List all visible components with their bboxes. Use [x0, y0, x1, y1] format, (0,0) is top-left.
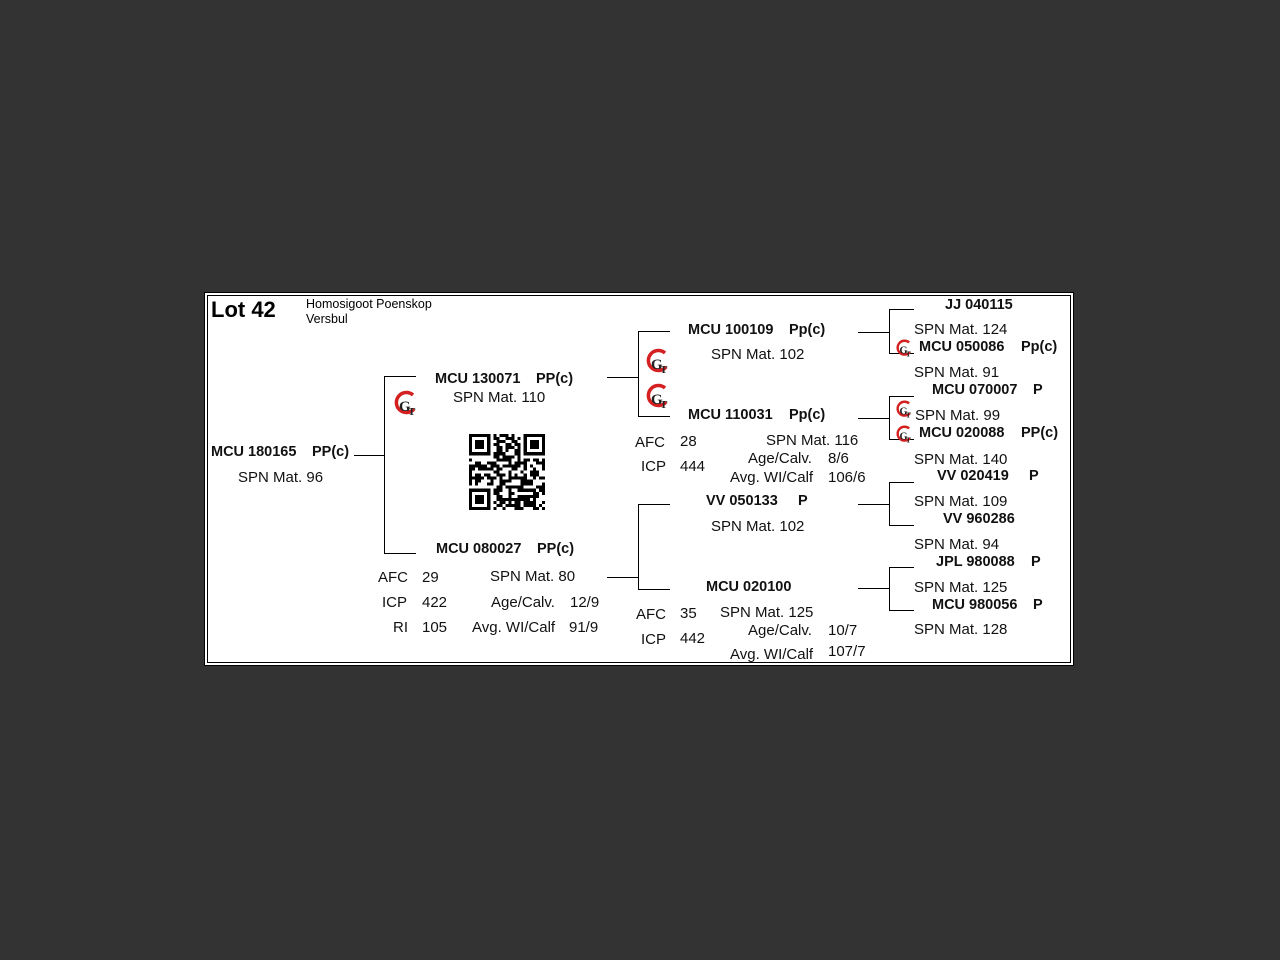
sire-dam-avg: 106/6: [828, 469, 866, 486]
sire-dam-icp: 444: [680, 458, 706, 475]
connector-sd-vertical: [889, 396, 890, 440]
gen3-4-id: MCU 020088: [919, 425, 1005, 441]
connector-ds-out: [858, 504, 889, 505]
dam-dam-age: 10/7: [828, 622, 858, 639]
gen3-6-id: VV 960286: [943, 511, 1015, 527]
gen3-8-id: MCU 980056: [932, 597, 1018, 613]
connector-dam-sire: [638, 504, 670, 505]
gt-logo-icon: [394, 389, 420, 417]
svg-text:T: T: [905, 435, 911, 444]
connector-dd-out: [858, 588, 889, 589]
animal-id: MCU 180165: [211, 444, 297, 460]
dam-ri: 105: [422, 619, 448, 636]
gen3-5-spn: SPN Mat. 109: [914, 493, 1008, 510]
svg-text:G: G: [899, 431, 908, 443]
gen3-2-id: MCU 050086: [919, 339, 1005, 355]
dam-dam-icp-label: ICP: [641, 631, 667, 648]
dam-sire-id: VV 050133: [706, 493, 778, 509]
connector-sire-out: [607, 377, 638, 378]
gen3-1-id: JJ 040115: [945, 297, 1013, 313]
dam-id: MCU 080027: [436, 541, 522, 557]
gen3-2-status: Pp(c): [1021, 339, 1058, 355]
pedigree-card: [204, 292, 1074, 666]
connector-sire-vertical: [638, 331, 639, 417]
dam-ri-label: RI: [393, 619, 408, 636]
animal-spn: SPN Mat. 96: [238, 469, 324, 486]
gen3-5-status: P: [1029, 468, 1039, 484]
gt-logo-icon: [646, 347, 672, 375]
dam-afc: 29: [422, 569, 439, 586]
gen3-7-id: JPL 980088: [936, 554, 1015, 570]
connector-dam-vertical: [638, 504, 639, 590]
sire-sire-spn: SPN Mat. 102: [711, 346, 805, 363]
connector-ss-1: [889, 309, 914, 310]
connector-dd-1: [889, 567, 914, 568]
gen3-6-spn: SPN Mat. 94: [914, 536, 1000, 553]
dam-dam-avg-label: Avg. WI/Calf: [730, 646, 814, 663]
dam-dam-age-label: Age/Calv.: [748, 622, 812, 639]
gen3-8-spn: SPN Mat. 128: [914, 621, 1008, 638]
svg-text:T: T: [905, 349, 911, 358]
gen3-3-id: MCU 070007: [932, 382, 1018, 398]
dam-dam-icp: 442: [680, 630, 706, 647]
gen3-3-status: P: [1033, 382, 1043, 398]
connector-dam-dam: [638, 589, 670, 590]
connector-dd-vertical: [889, 567, 890, 611]
sire-dam-spn: SPN Mat. 116: [766, 432, 859, 449]
connector-ss-vertical: [889, 309, 890, 354]
lot-number: Lot 42: [211, 297, 276, 322]
description-line-1: Homosigoot Poenskop: [306, 297, 432, 311]
dam-avg-label: Avg. WI/Calf: [472, 619, 556, 636]
sire-dam-id: MCU 110031: [688, 407, 773, 423]
gt-logo-icon: [896, 424, 914, 444]
gen3-2-spn: SPN Mat. 91: [914, 364, 1000, 381]
svg-text:T: T: [660, 364, 668, 375]
dam-icp: 422: [422, 594, 448, 611]
connector-sd-out: [858, 418, 889, 419]
sire-dam-afc-label: AFC: [635, 434, 665, 451]
connector-dd-2: [889, 610, 914, 611]
dam-status: PP(c): [537, 541, 575, 557]
gen3-1-spn: SPN Mat. 124: [914, 321, 1008, 338]
gen3-5-id: VV 020419: [937, 468, 1009, 484]
connector-sire-dam: [638, 416, 670, 417]
gt-logo-icon: [896, 338, 914, 358]
dam-dam-spn: SPN Mat. 125: [720, 604, 814, 621]
gt-logo-icon: [646, 382, 672, 410]
animal-status: PP(c): [312, 444, 350, 460]
dam-sire-spn: SPN Mat. 102: [711, 518, 805, 535]
gen3-4-spn: SPN Mat. 140: [914, 451, 1008, 468]
dam-dam-id: MCU 020100: [706, 579, 792, 595]
dam-age: 12/9: [570, 594, 600, 611]
connector-sire-sire: [638, 331, 670, 332]
svg-text:G: G: [399, 399, 411, 415]
gen3-4-status: PP(c): [1021, 425, 1059, 441]
svg-text:G: G: [899, 406, 908, 418]
svg-text:T: T: [408, 406, 416, 417]
dam-age-label: Age/Calv.: [491, 594, 555, 611]
connector-ds-vertical: [889, 482, 890, 526]
svg-text:T: T: [660, 399, 668, 410]
connector-parents-vertical: [384, 376, 385, 554]
gen3-7-spn: SPN Mat. 125: [914, 579, 1008, 596]
dam-icp-label: ICP: [382, 594, 408, 611]
connector-sire: [384, 376, 416, 377]
qr-code-icon: [469, 434, 545, 510]
sire-status: PP(c): [536, 371, 574, 387]
dam-dam-avg: 107/7: [828, 643, 866, 660]
pedigree-inner-border: [207, 295, 1071, 663]
sire-dam-icp-label: ICP: [641, 458, 667, 475]
description-line-2: Versbul: [306, 312, 348, 326]
sire-sire-status: Pp(c): [789, 322, 826, 338]
dam-dam-afc-label: AFC: [636, 606, 666, 623]
gen3-7-status: P: [1031, 554, 1041, 570]
connector-dam-out: [607, 577, 638, 578]
sire-sire-id: MCU 100109: [688, 322, 774, 338]
gt-logo-icon: [896, 399, 914, 419]
sire-spn: SPN Mat. 110: [453, 389, 546, 406]
sire-dam-status: Pp(c): [789, 407, 826, 423]
dam-spn: SPN Mat. 80: [490, 568, 576, 585]
dam-dam-afc: 35: [680, 605, 697, 622]
sire-dam-age-label: Age/Calv.: [748, 450, 812, 467]
connector-ds-1: [889, 482, 914, 483]
connector-dam: [384, 553, 416, 554]
connector-sd-1: [889, 396, 914, 397]
connector-ss-out: [858, 332, 889, 333]
svg-text:G: G: [651, 357, 663, 373]
connector-animal: [354, 455, 384, 456]
svg-text:G: G: [651, 392, 663, 408]
sire-dam-afc: 28: [680, 433, 697, 450]
dam-avg: 91/9: [569, 619, 599, 636]
gen3-3-spn: SPN Mat. 99: [915, 407, 1001, 424]
connector-ds-2: [889, 525, 914, 526]
dam-sire-status: P: [798, 493, 808, 509]
svg-text:G: G: [899, 345, 908, 357]
dam-afc-label: AFC: [378, 569, 408, 586]
sire-dam-avg-label: Avg. WI/Calf: [730, 469, 814, 486]
sire-dam-age: 8/6: [828, 450, 849, 467]
sire-id: MCU 130071: [435, 371, 521, 387]
svg-text:T: T: [905, 410, 911, 419]
gen3-8-status: P: [1033, 597, 1043, 613]
